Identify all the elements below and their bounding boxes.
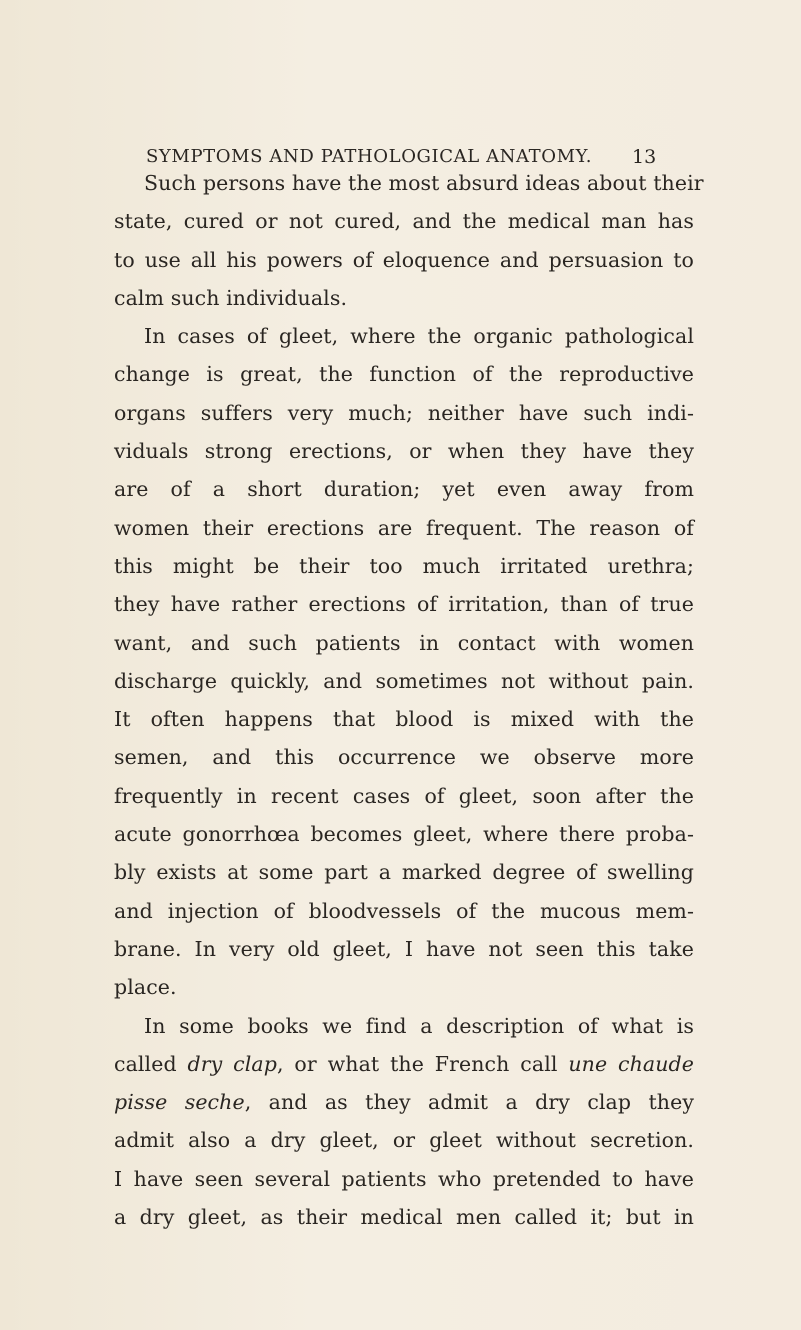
text-line: want, and such patients in contact with women — [114, 630, 694, 655]
text-line: are of a short duration; yet even away from — [114, 477, 694, 502]
text-span: , and as they admit a dry clap they — [244, 1090, 695, 1115]
text-line: they have rather erections of irritation, than of true — [114, 592, 694, 617]
text-line: In cases of gleet, where the organic pathological — [144, 324, 694, 349]
text-line: place. — [114, 975, 177, 1000]
text-line: and injection of bloodvessels of the mucous mem- — [114, 898, 694, 923]
text-line: organs suffers very much; neither have such indi- — [114, 400, 694, 425]
text-line: to use all his powers of eloquence and persuasion to — [114, 247, 694, 272]
text-line: discharge quickly, and sometimes not without pain. — [114, 668, 694, 693]
text-line: admit also a dry gleet, or gleet without secretion. — [114, 1128, 694, 1153]
text-line: viduals strong erections, or when they have they — [114, 439, 694, 464]
text-line: frequently in recent cases of gleet, soon after the — [114, 783, 694, 808]
running-head: SYMPTOMS AND PATHOLOGICAL ANATOMY. — [146, 146, 593, 167]
text-span: called — [114, 1051, 188, 1076]
text-span: , or what the French call — [276, 1051, 569, 1076]
text-line: this might be their too much irritated urethra; — [114, 553, 694, 578]
text-line: semen, and this occurrence we observe more — [114, 745, 694, 770]
text-line: a dry gleet, as their medical men called it; but in — [114, 1205, 694, 1230]
text-line: women their erections are frequent. The reason of — [114, 515, 694, 540]
text-line: acute gonorrhœa becomes gleet, where there proba- — [114, 822, 694, 847]
page-number: 13 — [632, 146, 657, 168]
text-line — [114, 1045, 694, 1083]
text-line: In some books we find a description of what is — [144, 1013, 694, 1038]
text-line: state, cured or not cured, and the medical man has — [114, 209, 694, 234]
italic-phrase: pisse seche — [114, 1090, 245, 1115]
text-line — [114, 1083, 694, 1121]
text-line: I have seen several patients who pretended to have — [114, 1166, 694, 1191]
text-line: calm such individuals. — [114, 285, 348, 310]
body-text — [114, 164, 704, 1236]
text-line: bly exists at some part a marked degree of swelling — [114, 860, 694, 885]
italic-phrase: une chaude — [568, 1051, 695, 1076]
text-line: It often happens that blood is mixed with the — [114, 707, 694, 732]
italic-phrase: dry clap — [187, 1051, 277, 1076]
text-line: Such persons have the most absurd ideas about their — [144, 171, 704, 195]
text-line: brane. In very old gleet, I have not seen this take — [114, 936, 694, 961]
text-line: change is great, the function of the reproductive — [114, 362, 694, 387]
